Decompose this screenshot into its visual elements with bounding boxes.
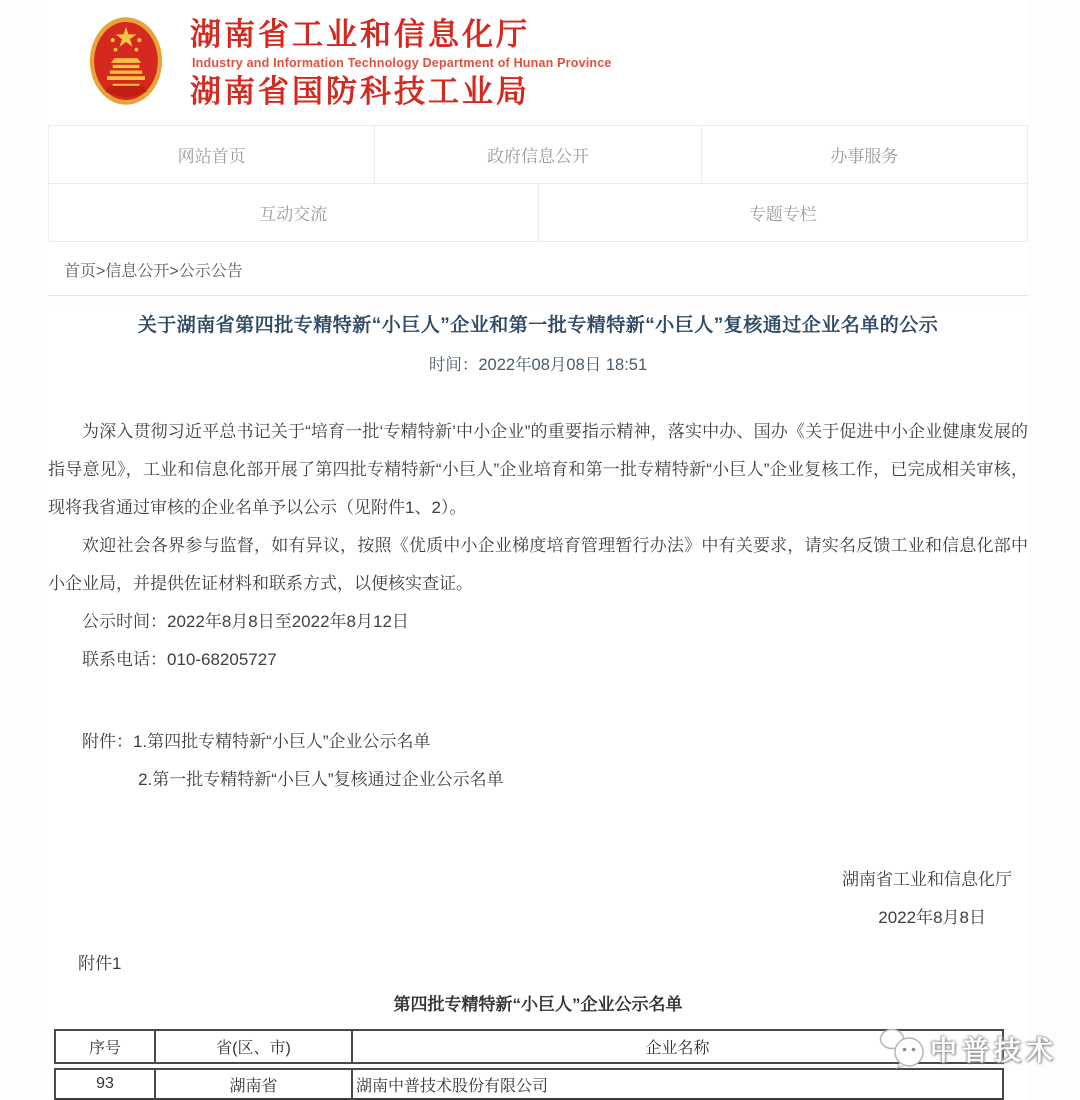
attachments-block [48, 723, 1028, 799]
publish-time: 时间：2022年08月08日 18:51 [428, 356, 648, 375]
table-header-row [54, 1029, 1004, 1064]
national-emblem-icon [88, 14, 164, 108]
signature-org: 湖南省工业和信息化厅 [842, 870, 1012, 890]
nav-item-home[interactable]: 网站首页 [177, 147, 246, 167]
org-title-en: Industry and Information Technology Department of Hunan Province [192, 56, 612, 71]
col-header-province: 省(区、市) [154, 1029, 351, 1064]
nav-item-services[interactable]: 办事服务 [701, 126, 1027, 183]
main-nav [48, 125, 1028, 242]
cell-seq: 93 [54, 1068, 154, 1100]
publicity-period: 公示时间：2022年8月8日至2022年8月12日 [82, 612, 409, 632]
org-title-cn-1: 湖南省工业和信息化厅 [190, 17, 530, 52]
table-row [54, 1068, 1004, 1100]
attachment-line-1 [48, 723, 1028, 761]
header-org-titles [190, 12, 612, 109]
nav-item-special-columns[interactable]: 专题专栏 [538, 184, 1028, 241]
org-title-cn-2: 湖南省国防科技工业局 [190, 74, 530, 110]
signature-block [48, 861, 1028, 937]
site-header [48, 0, 1028, 125]
nav-item-interaction[interactable]: 互动交流 [259, 205, 328, 225]
article-body [48, 413, 1028, 679]
attachment-line-2 [48, 761, 1028, 799]
attachments-label: 附件： [82, 732, 133, 752]
appendix-label: 附件1 [78, 954, 122, 974]
nav-item-gov-info[interactable]: 政府信息公开 [374, 126, 700, 183]
paragraph-2: 欢迎社会各界参与监督，如有异议，按照《优质中小企业梯度培育管理暂行办法》中有关要求，请实名反馈工业和信息化部中小企业局，并提供佐证材料和联系方式，以便核实查证。 [48, 536, 1028, 594]
appendix-table-title: 第四批专精特新“小巨人”企业公示名单 [393, 995, 683, 1015]
signature-date: 2022年8月8日 [878, 908, 986, 928]
cell-province: 湖南省 [154, 1068, 351, 1100]
enterprise-table [54, 1025, 1004, 1100]
attachment-link-1[interactable]: 1.第四批专精特新“小巨人”企业公示名单 [133, 732, 431, 752]
cell-company: 湖南中普技术股份有限公司 [351, 1068, 1004, 1100]
page-title: 关于湖南省第四批专精特新“小巨人”企业和第一批专精特新“小巨人”复核通过企业名单的公示 [137, 315, 939, 337]
paragraph-1: 为深入贯彻习近平总书记关于“培育一批‘专精特新’中小企业”的重要指示精神，落实中办、国办《关于促进中小企业健康发展的指导意见》，工业和信息化部开展了第四批专精特新“小巨人”企业培育和第一批专精特新“小巨人”企业复核工作，已完成相关审核，现将我省通过审核的企业名单予以公示（见附件1、2）。 [48, 422, 1028, 518]
nav-row-1 [49, 126, 1027, 183]
announcement-article [48, 310, 1028, 1100]
nav-row-2 [49, 183, 1027, 241]
attachment-link-2[interactable]: 2.第一批专精特新“小巨人”复核通过企业公示名单 [138, 770, 504, 790]
breadcrumb[interactable]: 首页>信息公开>公示公告 [48, 242, 1028, 296]
col-header-company: 企业名称 [351, 1029, 1004, 1064]
contact-phone: 联系电话：010-68205727 [82, 650, 277, 670]
col-header-seq: 序号 [54, 1029, 154, 1064]
watermark-text: 中普技术 [930, 1035, 1058, 1066]
page-container [48, 0, 1028, 1100]
